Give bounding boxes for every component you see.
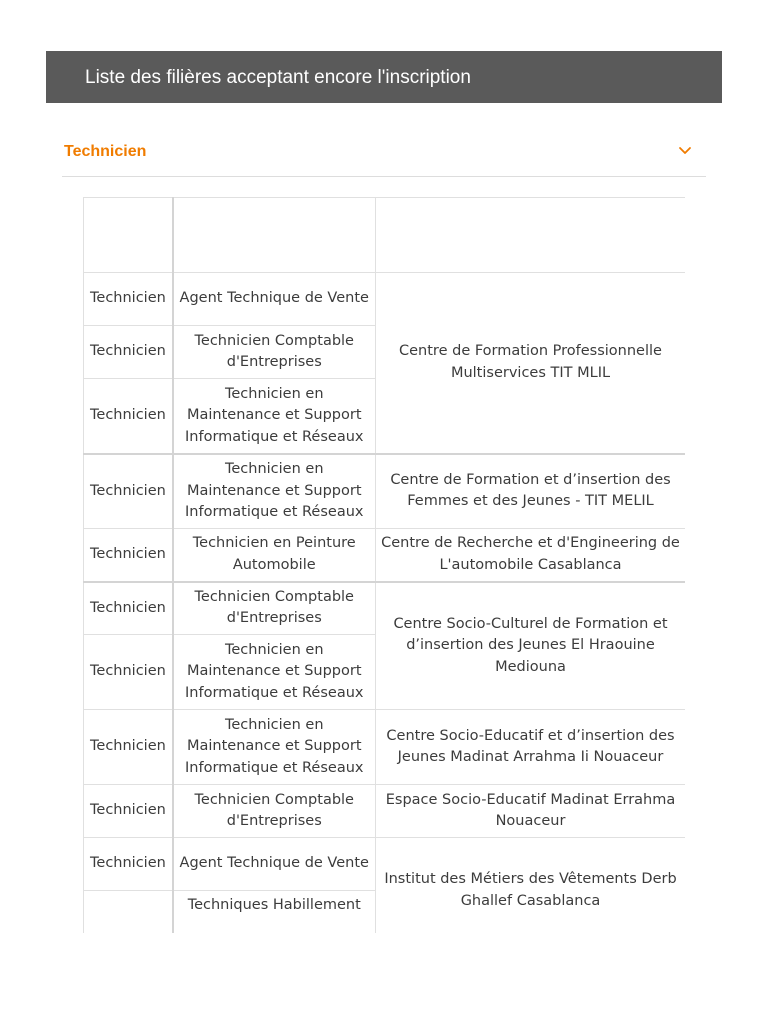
center-cell: Centre Socio-Educatif et d’insertion des Jeunes Madinat Arrahma Ii Nouaceur bbox=[376, 710, 686, 785]
center-cell: Institut des Métiers des Vêtements Derb Ghallef Casablanca bbox=[376, 838, 686, 934]
center-cell: Centre Socio-Culturel de Formation et d’insertion des Jeunes El Hraouine Mediouna bbox=[376, 582, 686, 710]
table-row bbox=[84, 838, 686, 891]
chevron-down-icon[interactable] bbox=[678, 145, 692, 157]
center-cell: Centre de Recherche et d'Engineering de L'automobile Casablanca bbox=[376, 529, 686, 582]
table-row bbox=[84, 785, 686, 838]
level-cell: Technicien bbox=[84, 635, 173, 710]
table-row bbox=[84, 710, 686, 785]
table-row bbox=[84, 454, 686, 529]
program-cell: Technicien en Maintenance et Support Informatique et Réseaux bbox=[173, 635, 376, 710]
level-cell: Technicien bbox=[84, 838, 173, 891]
level-cell: Technicien bbox=[84, 710, 173, 785]
page-header bbox=[46, 51, 722, 103]
level-cell: Technicien bbox=[84, 273, 173, 326]
accordion-title: Technicien bbox=[64, 143, 147, 160]
program-cell: Agent Technique de Vente bbox=[173, 838, 376, 891]
table-header-row bbox=[84, 198, 686, 273]
level-cell: Technicien bbox=[84, 582, 173, 635]
center-cell: Centre de Formation Professionnelle Multiservices TIT MLIL bbox=[376, 273, 686, 454]
table-row bbox=[84, 582, 686, 635]
header-cell-program bbox=[173, 198, 376, 273]
level-cell: Technicien bbox=[84, 785, 173, 838]
program-cell: Technicien en Maintenance et Support Informatique et Réseaux bbox=[173, 710, 376, 785]
header-cell-center bbox=[376, 198, 686, 273]
program-cell: Technicien en Peinture Automobile bbox=[173, 529, 376, 582]
program-cell: Technicien Comptable d'Entreprises bbox=[173, 582, 376, 635]
accordion-technicien[interactable] bbox=[62, 130, 706, 177]
program-cell: Technicien en Maintenance et Support Informatique et Réseaux bbox=[173, 454, 376, 529]
level-cell: Technicien bbox=[84, 454, 173, 529]
level-cell: Technicien bbox=[84, 379, 173, 454]
level-cell: Technicien bbox=[84, 529, 173, 582]
center-cell: Espace Socio-Educatif Madinat Errahma Nouaceur bbox=[376, 785, 686, 838]
table-row bbox=[84, 273, 686, 326]
header-cell-level bbox=[84, 198, 173, 273]
level-cell: Technicien bbox=[84, 326, 173, 379]
page-title: Liste des filières acceptant encore l'inscription bbox=[85, 67, 471, 88]
program-cell: Technicien en Maintenance et Support Informatique et Réseaux bbox=[173, 379, 376, 454]
table-row bbox=[84, 529, 686, 582]
program-cell: Agent Technique de Vente bbox=[173, 273, 376, 326]
programs-table bbox=[83, 197, 685, 933]
program-cell: Techniques Habillement bbox=[173, 891, 376, 934]
programs-table-container bbox=[83, 197, 685, 933]
level-cell bbox=[84, 891, 173, 934]
program-cell: Technicien Comptable d'Entreprises bbox=[173, 326, 376, 379]
program-cell: Technicien Comptable d'Entreprises bbox=[173, 785, 376, 838]
center-cell: Centre de Formation et d’insertion des Femmes et des Jeunes - TIT MELIL bbox=[376, 454, 686, 529]
